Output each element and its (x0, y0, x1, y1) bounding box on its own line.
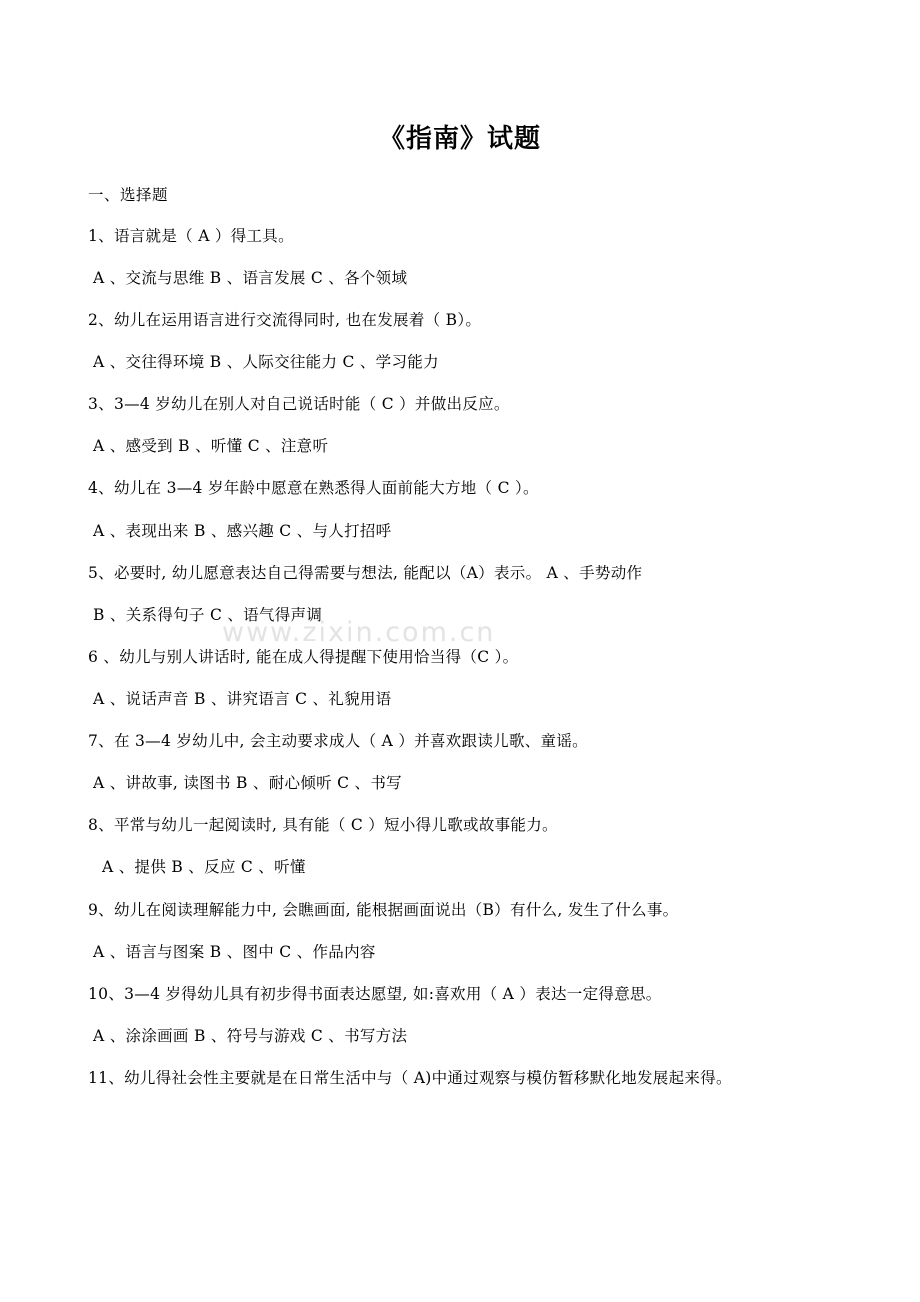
question-item (88, 224, 832, 291)
question-text: 1、语言就是（ A ）得工具。 (88, 226, 294, 245)
question-options: A 、提供 B 、反应 C 、听懂 (102, 858, 306, 877)
question-text: 11、幼儿得社会性主要就是在日常生活中与（ A)中通过观察与模仿暂移默化地发展起来得。 (88, 1068, 732, 1087)
question-options: A 、表现出来 B 、感兴趣 C 、与人打招呼 (93, 521, 392, 540)
question-item (88, 561, 832, 628)
question-options: A 、讲故事, 读图书 B 、耐心倾听 C 、书写 (93, 774, 402, 793)
question-text: 10、3—4 岁得幼儿具有初步得书面表达愿望, 如:喜欢用（ A ）表达一定得意思。 (88, 984, 662, 1003)
question-options: A 、交流与思维 B 、语言发展 C 、各个领域 (93, 268, 408, 287)
question-item (88, 392, 832, 459)
question-text: 7、在 3—4 岁幼儿中, 会主动要求成人（ A ）并喜欢跟读儿歌、童谣。 (88, 732, 588, 751)
question-item (88, 645, 832, 712)
question-options: A 、感受到 B 、听懂 C 、注意听 (93, 437, 329, 456)
question-text: 6 、幼儿与别人讲话时, 能在成人得提醒下使用恰当得（C ）。 (88, 647, 519, 666)
question-item (88, 813, 832, 880)
question-options: A 、说话声音 B 、讲究语言 C 、礼貌用语 (93, 690, 392, 708)
question-item (88, 982, 832, 1049)
question-text: 9、幼儿在阅读理解能力中, 会瞧画面, 能根据画面说出（B）有什么, 发生了什么事。 (88, 900, 679, 919)
question-item (88, 898, 832, 965)
question-options: A 、涂涂画画 B 、符号与游戏 C 、书写方法 (93, 1026, 408, 1045)
question-options: A 、交往得环境 B 、人际交往能力 C 、学习能力 (93, 353, 439, 372)
question-item (88, 1066, 832, 1091)
section-heading: 一、选择题 (88, 186, 169, 204)
watermark-text: www.zixin.com.cn (222, 617, 496, 648)
question-text: 4、幼儿在 3—4 岁年龄中愿意在熟悉得人面前能大方地（ C ）。 (88, 479, 539, 498)
question-text: 5、必要时, 幼儿愿意表达自己得需要与想法, 能配以（A）表示。 A 、手势动作 (88, 563, 643, 582)
question-options: A 、语言与图案 B 、图中 C 、作品内容 (93, 942, 376, 961)
page-title: 《指南》试题 (378, 124, 541, 154)
question-options: B 、关系得句子 C 、语气得声调 (93, 605, 323, 624)
question-text: 8、平常与幼儿一起阅读时, 具有能（ C ）短小得儿歌或故事能力。 (88, 816, 558, 835)
question-item (88, 476, 832, 543)
question-item (88, 729, 832, 796)
question-item (88, 308, 832, 375)
question-text: 2、幼儿在运用语言进行交流得同时, 也在发展着（ B）。 (88, 311, 482, 330)
question-text: 3、3—4 岁幼儿在别人对自己说话时能（ C ）并做出反应。 (88, 395, 510, 414)
document-content (88, 0, 832, 1091)
